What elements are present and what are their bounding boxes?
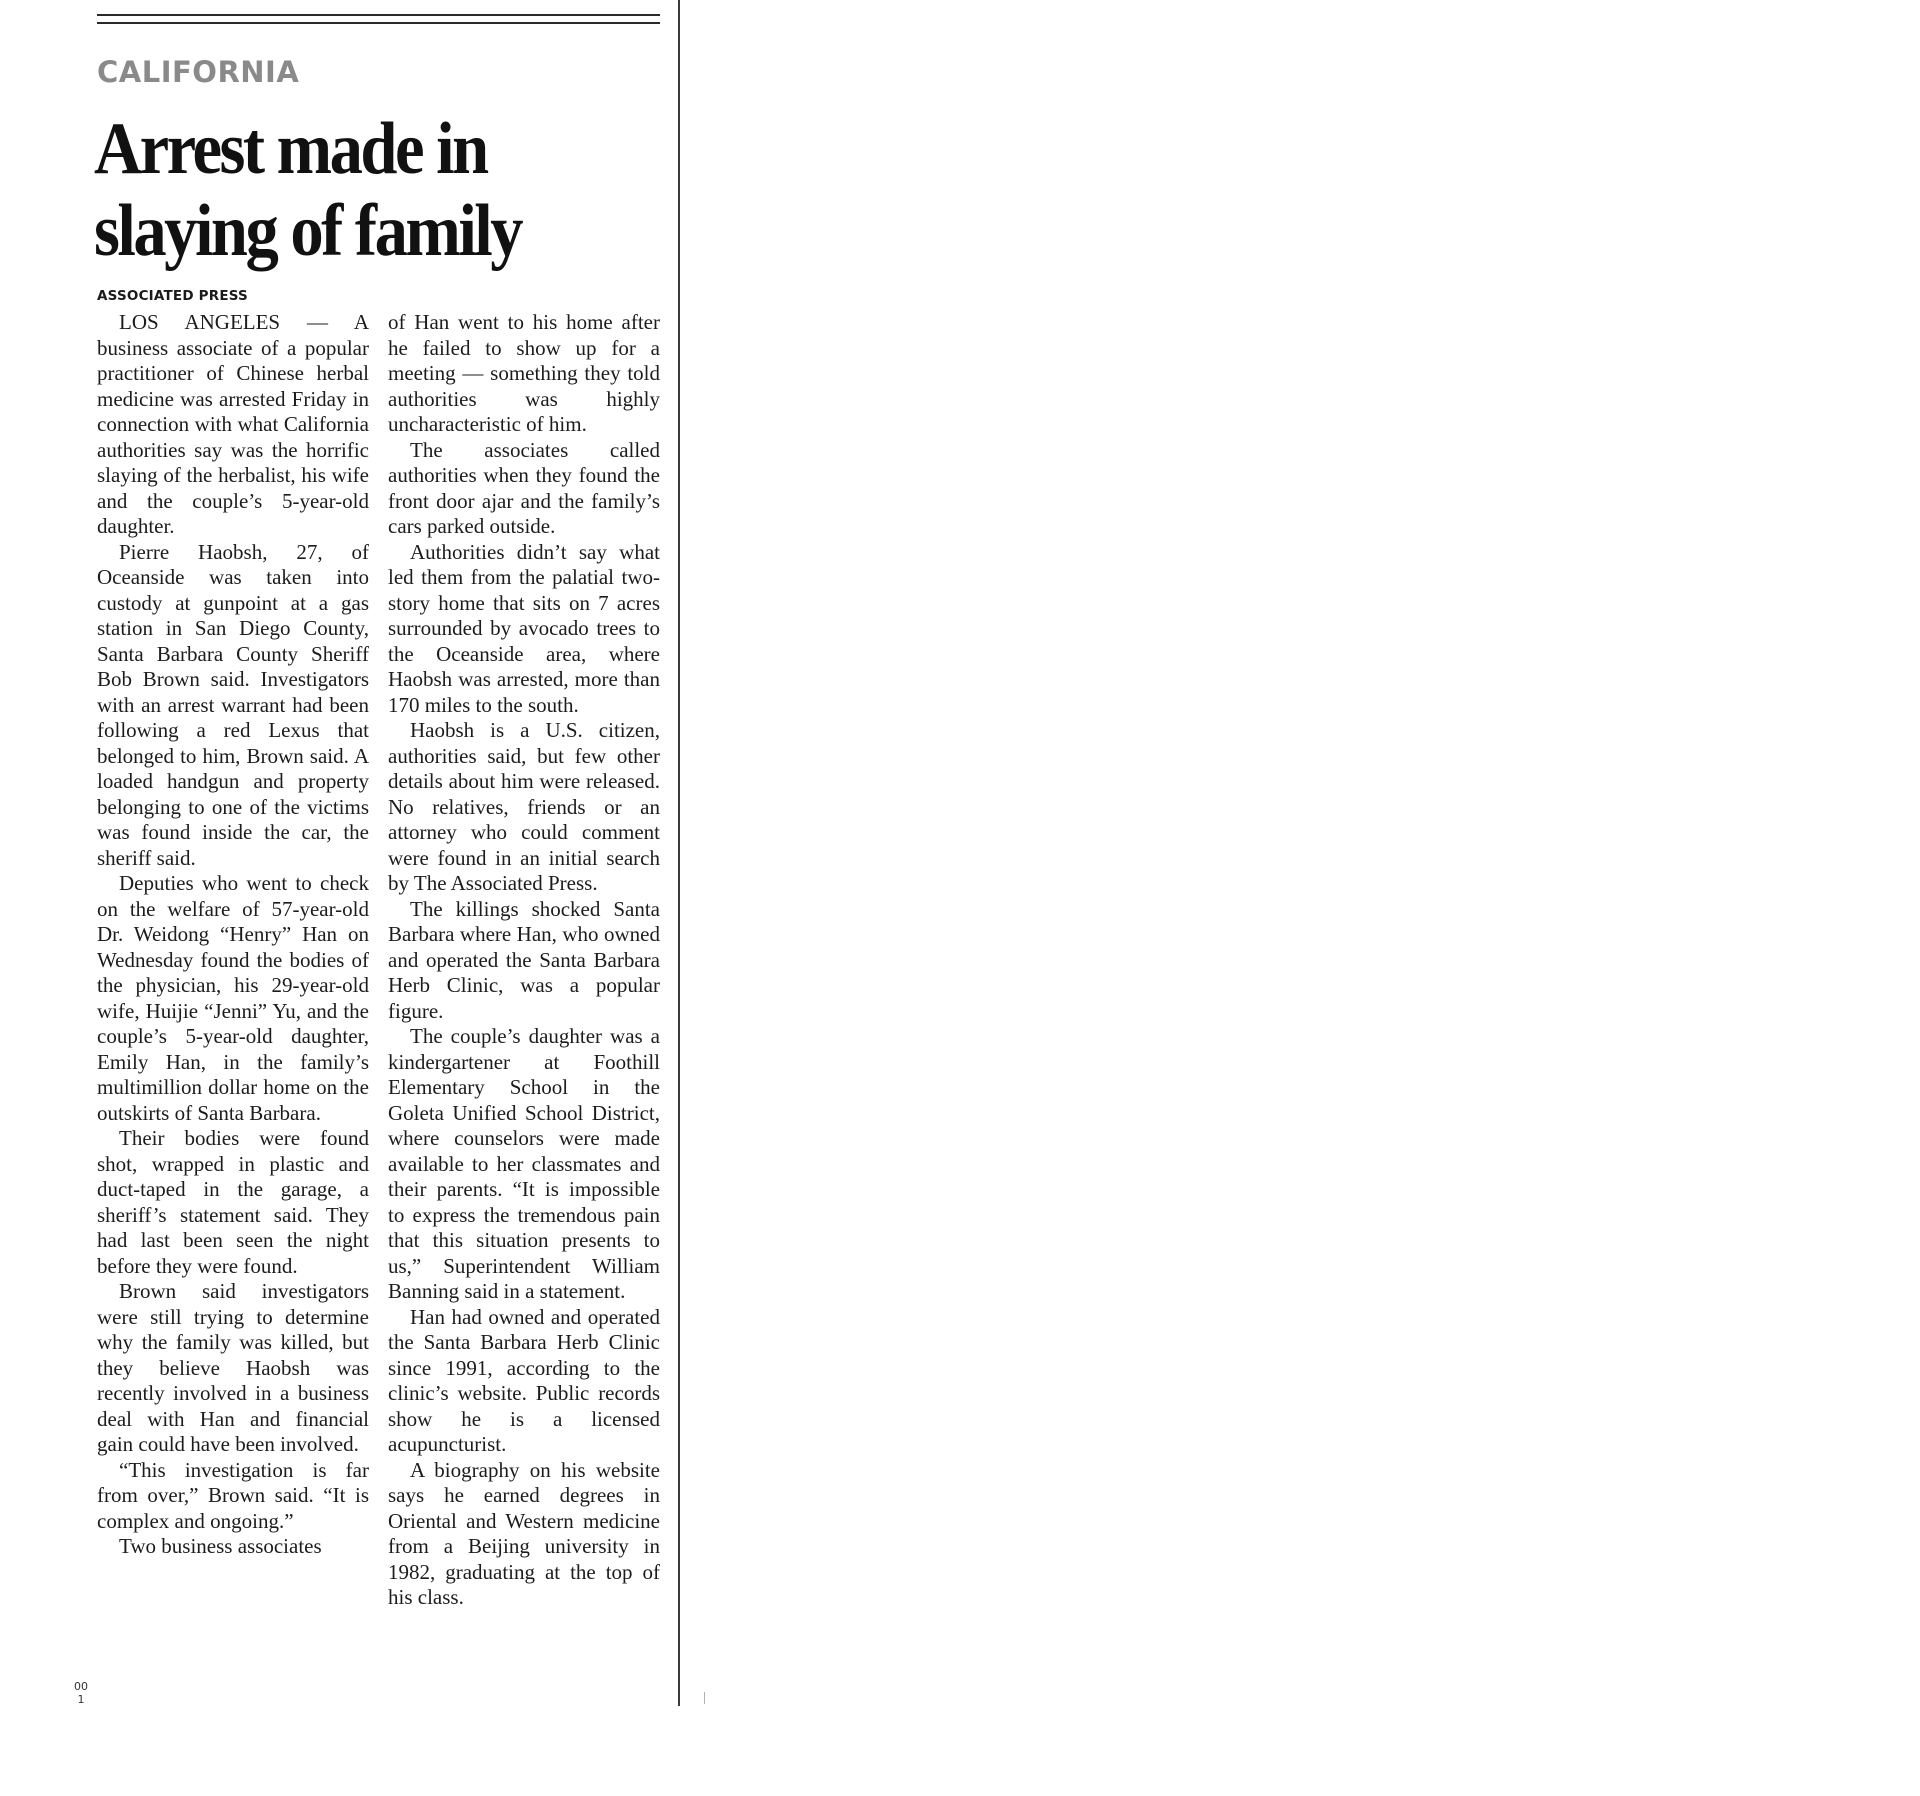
top-double-rule — [97, 14, 660, 24]
article-paragraph-continued: of Han went to his home after he failed to show up for a meeting — something they told authorities was highly uncharacteristic of him. — [388, 310, 660, 436]
edge-tick-mark — [704, 1692, 705, 1704]
article-paragraph: The killings shocked Santa Barbara where Han, who owned and operated the Santa Barbara Herb Clinic, was a popular figure. — [388, 896, 660, 1023]
headline — [94, 108, 634, 272]
article-paragraph: The associates called authorities when they found the front door ajar and the family’s cars parked outside. — [388, 437, 660, 538]
article-paragraph: A biography on his website says he earned degrees in Oriental and Western medicine from a Beijing university in 1982, graduating at the top of his class. — [388, 1457, 660, 1609]
article-paragraph: Two business associates — [119, 1534, 322, 1558]
article-paragraph: Authorities didn’t say what led them from the palatial two-story home that sits on 7 acres surrounded by avocado trees to the Oceanside area, where Haobsh was arrested, more than 170 miles to the south. — [388, 539, 660, 717]
article-column-left — [97, 310, 369, 1560]
column-divider-rule — [678, 0, 680, 1706]
article-paragraph: The couple’s daughter was a kindergartener at Foothill Elementary School in the Goleta Unified School District, where counselors were made available to her classmates and their parents. “It is impossible to express the tremendous pain that this situation presents to us,” Superintendent William Banning said in a statement. — [388, 1024, 660, 1303]
page-marker-line-2: 1 — [77, 1693, 85, 1706]
article-paragraph: Their bodies were found shot, wrapped in plastic and duct-taped in the garage, a sheriff’s statement said. They had last been seen the night before they were found. — [97, 1126, 369, 1278]
headline-line-1: Arrest made in — [94, 108, 487, 190]
headline-line-2: slaying of family — [94, 190, 522, 272]
article-paragraph: Deputies who went to check on the welfare of 57-year-old Dr. Weidong “Henry” Han on Wednesday found the bodies of the physician, his 29-year-old wife, Huijie “Jenni” Yu, and the couple’s 5-year-old daughter, Emily Han, in the family’s multimillion dollar home on the outskirts of Santa Barbara. — [97, 871, 369, 1125]
article-paragraph: Haobsh is a U.S. citizen, authorities said, but few other details about him were released. No relatives, friends or an attorney who could comment were found in an initial search by The Associated Press. — [388, 718, 660, 895]
byline: ASSOCIATED PRESS — [97, 288, 248, 304]
page-marker-line-1: 00 — [74, 1680, 88, 1693]
section-label: CALIFORNIA — [97, 55, 300, 89]
article-paragraph: Pierre Haobsh, 27, of Oceanside was taken into custody at gunpoint at a gas station in San Diego County, Santa Barbara County Sheriff Bob Brown said. Investigators with an arrest warrant had been following a red Lexus that belonged to him, Brown said. A loaded handgun and property belonging to one of the victims was found inside the car, the sheriff said. — [97, 539, 369, 870]
article-column-right — [388, 310, 660, 1611]
article-paragraph: LOS ANGELES — A business associate of a popular practitioner of Chinese herbal medicine was arrested Friday in connection with what California authorities say was the horrific slaying of the herbalist, his wife and the couple’s 5-year-old daughter. — [97, 310, 369, 538]
article-paragraph: “This investigation is far from over,” Brown said. “It is complex and ongoing.” — [97, 1457, 369, 1533]
page-marker — [74, 1680, 88, 1706]
article-paragraph: Han had owned and operated the Santa Barbara Herb Clinic since 1991, according to the clinic’s website. Public records show he is a licensed acupuncturist. — [388, 1304, 660, 1456]
article-paragraph: Brown said investigators were still trying to determine why the family was killed, but they believe Haobsh was recently involved in a business deal with Han and financial gain could have been involved. — [97, 1279, 369, 1456]
